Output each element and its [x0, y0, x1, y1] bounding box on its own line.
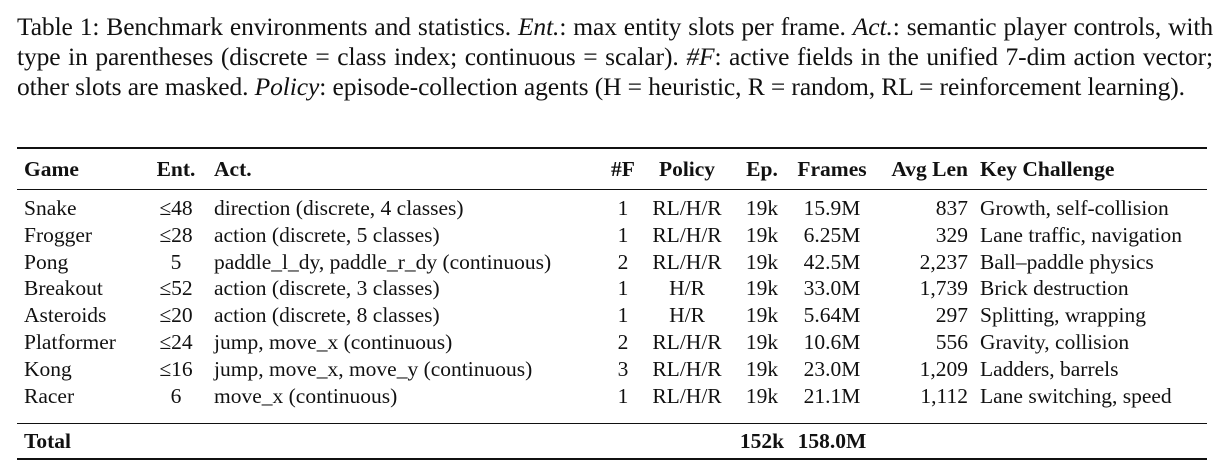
cell-policy: RL/H/R [652, 383, 722, 408]
cell-game: Platformer [24, 329, 116, 354]
cell-frames: 33.0M [803, 276, 861, 301]
cell-avg-len: 837 [935, 196, 968, 220]
cell-f: 1 [617, 303, 629, 328]
cell-game: Kong [24, 356, 72, 381]
total-episodes: 152k [739, 428, 785, 453]
cell-ep: 19k [745, 222, 779, 247]
table-row [17, 329, 1207, 356]
cell-f: 3 [617, 356, 629, 381]
table-row [17, 249, 1207, 276]
table-row [17, 222, 1207, 249]
cell-avg-len: 2,237 [919, 249, 968, 274]
cell-ep: 19k [745, 356, 779, 381]
cell-key-challenge: Ball–paddle physics [980, 249, 1154, 274]
cell-ep: 19k [745, 329, 779, 354]
cell-game: Snake [24, 196, 77, 220]
header-policy: Policy [658, 156, 716, 181]
cell-ent: ≤24 [159, 329, 193, 354]
cell-act: jump, move_x, move_y (continuous) [214, 356, 533, 381]
cell-ent: ≤52 [159, 276, 193, 301]
header-ep: Ep. [746, 156, 778, 181]
cell-game: Breakout [24, 276, 103, 301]
cell-policy: H/R [669, 276, 705, 301]
cell-game: Frogger [24, 222, 93, 247]
caption-intro: Benchmark environments and statistics. [106, 12, 511, 41]
cell-policy: RL/H/R [652, 356, 722, 381]
cell-act: paddle_l_dy, paddle_r_dy (continuous) [214, 249, 552, 274]
caption-f-term: #F [686, 42, 715, 71]
cell-ent: ≤48 [159, 196, 193, 220]
header-frames: Frames [797, 156, 867, 181]
cell-game: Asteroids [24, 303, 107, 328]
cell-avg-len: 1,739 [919, 276, 968, 301]
header-game: Game [24, 156, 79, 181]
cell-key-challenge: Splitting, wrapping [980, 303, 1147, 328]
caption-act-def: : semantic player controls, with type in parentheses (discrete = class index; continuous = scalar). [17, 12, 1214, 71]
cell-act: move_x (continuous) [214, 383, 398, 408]
cell-frames: 42.5M [803, 249, 861, 274]
caption-ent-def: : max entity slots per frame. [559, 12, 846, 41]
cell-key-challenge: Lane switching, speed [980, 383, 1172, 408]
header-ent: Ent. [156, 156, 196, 181]
cell-avg-len: 1,112 [920, 383, 968, 408]
caption-policy-def: : episode-collection agents (H = heuristic, R = random, RL = reinforcement learning). [319, 72, 1185, 101]
table-row [17, 356, 1207, 383]
cell-policy: H/R [669, 303, 705, 328]
cell-ent: 5 [170, 249, 182, 274]
total-label: Total [24, 428, 71, 453]
caption-label: Table 1: [17, 12, 100, 41]
caption-f-def: : active fields in the unified 7-dim action vector; other slots are masked. [17, 42, 1213, 101]
cell-avg-len: 329 [935, 222, 968, 247]
cell-frames: 6.25M [803, 222, 861, 247]
table-header [17, 152, 1207, 186]
cell-ent: ≤16 [159, 356, 193, 381]
cell-frames: 23.0M [803, 356, 861, 381]
table-rows [17, 195, 1207, 409]
cell-frames: 5.64M [803, 303, 861, 328]
cell-f: 1 [617, 196, 629, 220]
cell-f: 2 [617, 249, 629, 274]
cell-ent: 6 [170, 383, 182, 408]
total-rule [17, 423, 1207, 424]
total-key-challenge [974, 425, 1207, 457]
cell-key-challenge: Gravity, collision [980, 329, 1130, 354]
header-act: Act. [214, 156, 252, 181]
total-ent [142, 425, 210, 457]
cell-policy: RL/H/R [652, 222, 722, 247]
cell-avg-len: 297 [935, 303, 968, 328]
cell-ep: 19k [745, 383, 779, 408]
cell-ep: 19k [745, 276, 779, 301]
cell-f: 1 [617, 276, 629, 301]
table-total [17, 425, 1207, 457]
total-policy [637, 425, 737, 457]
cell-key-challenge: Growth, self-collision [980, 196, 1169, 220]
caption-act-term: Act. [852, 12, 893, 41]
cell-f: 1 [617, 383, 629, 408]
table-row [17, 302, 1207, 329]
table-row [17, 275, 1207, 302]
cell-key-challenge: Lane traffic, navigation [980, 222, 1182, 247]
table-row [17, 195, 1207, 222]
total-act [210, 425, 609, 457]
cell-act: action (discrete, 3 classes) [214, 276, 440, 301]
cell-act: direction (discrete, 4 classes) [214, 196, 464, 220]
cell-ent: ≤20 [159, 303, 193, 328]
cell-act: action (discrete, 5 classes) [214, 222, 440, 247]
bottom-rule [17, 458, 1207, 460]
header-key-challenge: Key Challenge [980, 156, 1115, 181]
header-f: #F [611, 156, 635, 181]
cell-policy: RL/H/R [652, 196, 722, 220]
cell-policy: RL/H/R [652, 329, 722, 354]
cell-game: Racer [24, 383, 75, 408]
cell-f: 1 [617, 222, 629, 247]
cell-key-challenge: Ladders, barrels [980, 356, 1119, 381]
cell-frames: 21.1M [803, 383, 861, 408]
table-row [17, 383, 1207, 410]
cell-frames: 15.9M [803, 196, 861, 220]
total-row [17, 425, 1207, 457]
cell-act: jump, move_x (continuous) [214, 329, 453, 354]
header-rule [17, 189, 1207, 190]
cell-key-challenge: Brick destruction [980, 276, 1129, 301]
header-avg-len: Avg Len [891, 156, 968, 181]
cell-ep: 19k [745, 303, 779, 328]
cell-ep: 19k [745, 196, 779, 220]
cell-frames: 10.6M [803, 329, 861, 354]
total-f [609, 425, 637, 457]
cell-ep: 19k [745, 249, 779, 274]
caption-ent-term: Ent. [517, 12, 560, 41]
cell-game: Pong [24, 249, 69, 274]
total-frames: 158.0M [797, 428, 867, 453]
cell-act: action (discrete, 8 classes) [214, 303, 440, 328]
cell-avg-len: 1,209 [919, 356, 968, 381]
header-row [17, 152, 1207, 186]
caption-policy-term: Policy [254, 72, 320, 101]
total-avg-len [877, 425, 974, 457]
cell-f: 2 [617, 329, 629, 354]
cell-avg-len: 556 [935, 329, 968, 354]
table-body [17, 195, 1207, 409]
top-rule [17, 147, 1207, 149]
cell-policy: RL/H/R [652, 249, 722, 274]
table-caption [17, 12, 1213, 102]
cell-ent: ≤28 [159, 222, 193, 247]
